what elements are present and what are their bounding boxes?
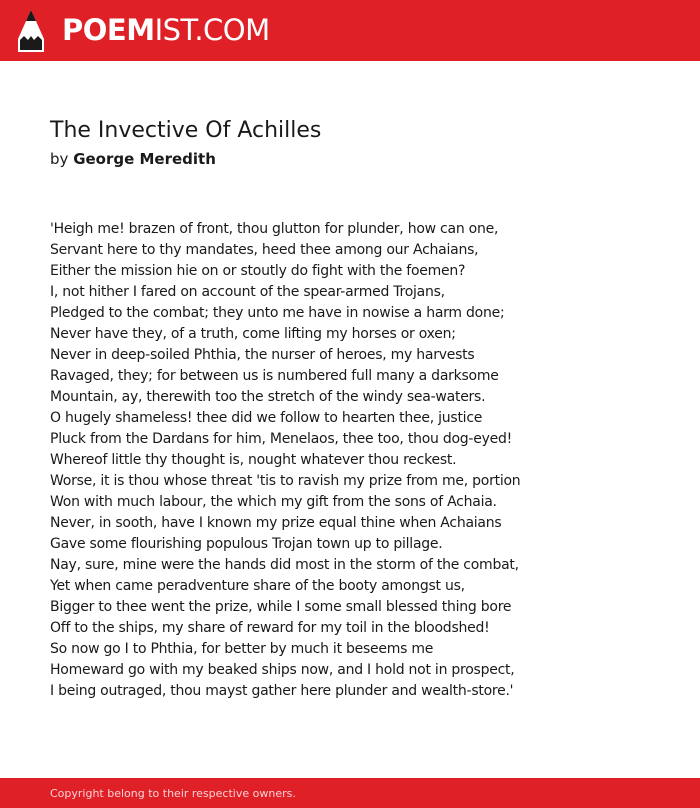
site-brand-link[interactable]: [62, 12, 270, 48]
poem-line: Never have they, of a truth, come lifting my horses or oxen;: [50, 326, 456, 342]
poem-line: Either the mission hie on or stoutly do fight with the foemen?: [50, 263, 466, 279]
poem-line: Bigger to thee went the prize, while I some small blessed thing bore: [50, 599, 512, 615]
poem-line: Ravaged, they; for between us is numbered full many a darksome: [50, 368, 499, 384]
poem-line: Servant here to thy mandates, heed thee among our Achaians,: [50, 242, 479, 258]
poem-line: Never in deep-soiled Phthia, the nurser of heroes, my harvests: [50, 347, 475, 363]
poem-line: Off to the ships, my share of reward for my toil in the bloodshed!: [50, 620, 490, 636]
poem-line: 'Heigh me! brazen of front, thou glutton for plunder, how can one,: [50, 221, 499, 237]
poem-line: Whereof little thy thought is, nought whatever thou reckest.: [50, 452, 457, 468]
byline: [50, 149, 216, 169]
poem-line: Nay, sure, mine were the hands did most in the storm of the combat,: [50, 557, 519, 573]
poem-line: O hugely shameless! thee did we follow to hearten thee, justice: [50, 410, 483, 426]
poem-line: Pledged to the combat; they unto me have in nowise a harm done;: [50, 305, 505, 321]
author-name: George Meredith: [73, 150, 216, 168]
poem-title: The Invective Of Achilles: [50, 118, 322, 143]
poem-line: So now go I to Phthia, for better by much it beseems me: [50, 641, 434, 657]
poem-line: Won with much labour, the which my gift from the sons of Achaia.: [50, 494, 497, 510]
by-label: by: [50, 150, 69, 168]
copyright-notice: Copyright belong to their respective owners.: [50, 787, 296, 800]
poem-body: [50, 219, 670, 702]
poem-line: Gave some flourishing populous Trojan town up to pillage.: [50, 536, 443, 552]
poem-line: I, not hither I fared on account of the spear-armed Trojans,: [50, 284, 445, 300]
site-header: [0, 0, 700, 61]
site-footer: [0, 778, 700, 808]
poem-line: Homeward go with my beaked ships now, and I hold not in prospect,: [50, 662, 515, 678]
poem-line: Never, in sooth, have I known my prize equal thine when Achaians: [50, 515, 502, 531]
pencil-tip-icon[interactable]: [17, 9, 45, 53]
brand-bold: POEM: [62, 13, 155, 47]
brand-light: IST.COM: [154, 13, 270, 47]
poem-line: I being outraged, thou mayst gather here plunder and wealth-store.': [50, 683, 514, 699]
poem-line: Pluck from the Dardans for him, Menelaos, thee too, thou dog-eyed!: [50, 431, 512, 447]
poem-line: Yet when came peradventure share of the booty amongst us,: [50, 578, 465, 594]
poem-line: Worse, it is thou whose threat 'tis to ravish my prize from me, portion: [50, 473, 521, 489]
poem-line: Mountain, ay, therewith too the stretch of the windy sea-waters.: [50, 389, 486, 405]
